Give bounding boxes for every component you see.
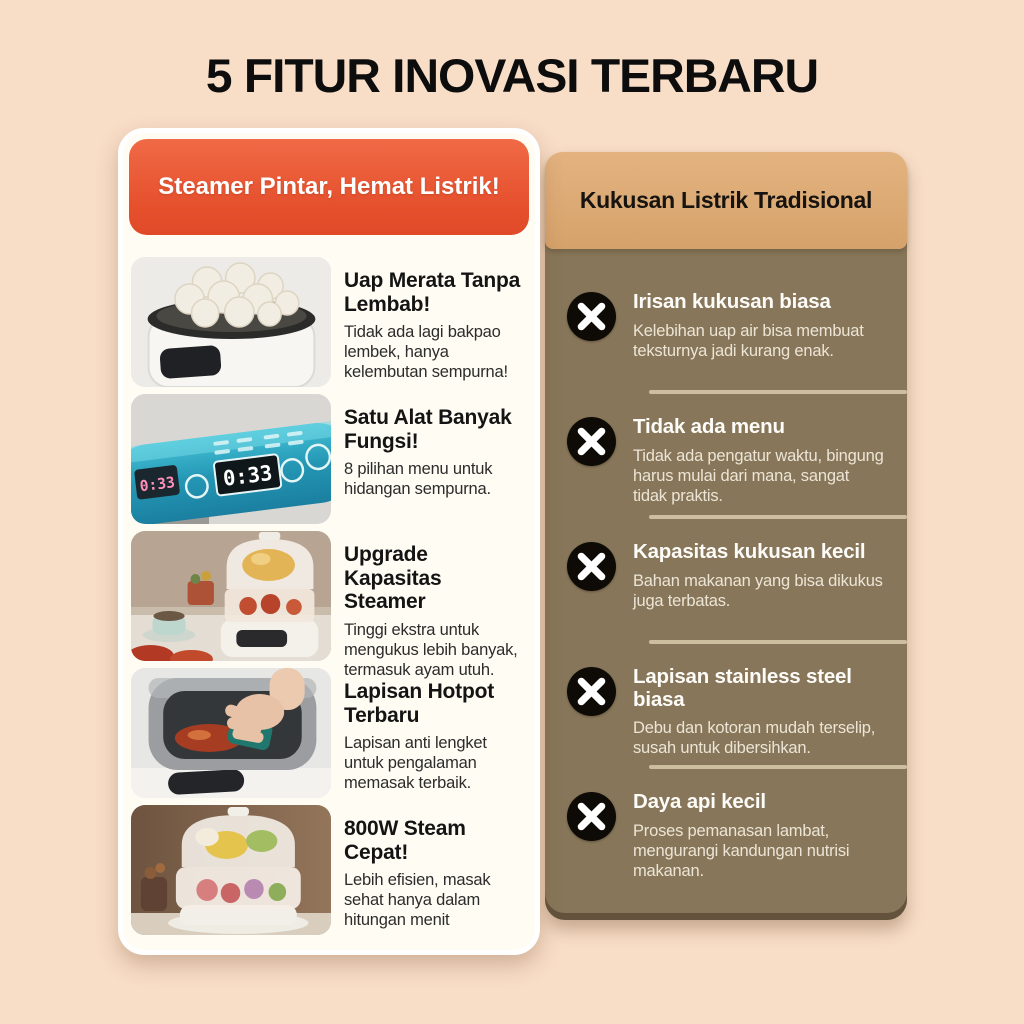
feature-title: Lapisan Hotpot Terbaru — [344, 680, 495, 727]
drawback-title: Lapisan stainless steel biasa — [633, 665, 852, 711]
feature-title: Satu Alat Banyak Fungsi! — [344, 406, 512, 453]
x-icon — [567, 542, 616, 591]
drawback-title: Irisan kukusan biasa — [633, 290, 831, 313]
drawback-title: Tidak ada menu — [633, 415, 785, 438]
feature-desc: Tidak ada lagi bakpao lembek, hanya kelembutan sempurna! — [344, 323, 508, 382]
x-icon — [567, 792, 616, 841]
drawback-desc: Kelebihan uap air bisa membuat teksturnya jadi kurang enak. — [633, 321, 864, 360]
feature-row — [131, 805, 525, 935]
feature-desc: Lebih efisien, masak sehat hanya dalam hitungan menit — [344, 871, 491, 930]
drawback-row — [567, 289, 889, 414]
x-icon — [567, 667, 616, 716]
drawback-title: Kapasitas kukusan kecil — [633, 540, 866, 563]
feature-desc: Lapisan anti lengket untuk pengalaman memasak terbaik. — [344, 734, 487, 793]
small-timer-display: 0:33 — [138, 473, 176, 496]
feature-row — [131, 668, 525, 798]
feature-row — [131, 257, 525, 387]
smart-steamer-header: Steamer Pintar, Hemat Listrik! — [129, 139, 529, 235]
smart-steamer-panel — [118, 128, 540, 955]
photo-control-panel — [131, 394, 331, 524]
traditional-steamer-header: Kukusan Listrik Tradisional — [545, 152, 907, 249]
feature-title: 800W Steam Cepat! — [344, 817, 466, 864]
drawback-desc: Proses pemanasan lambat, mengurangi kandungan nutrisi makanan. — [633, 821, 850, 880]
drawback-row — [567, 789, 889, 914]
feature-row — [131, 394, 525, 524]
page-title: 5 FITUR INOVASI TERBARU — [205, 49, 819, 102]
feature-title: Upgrade Kapasitas Steamer — [344, 543, 442, 614]
photo-steamer-bakpao — [131, 257, 331, 387]
feature-desc: Tinggi ekstra untuk mengukus lebih banyak, termasuk ayam utuh. — [344, 621, 518, 680]
feature-title: Uap Merata Tanpa Lembab! — [344, 269, 521, 316]
traditional-steamer-panel — [545, 152, 907, 920]
feature-desc: 8 pilihan menu untuk hidangan sempurna. — [344, 460, 493, 499]
photo-capacity-steamer — [131, 531, 331, 661]
drawback-title: Daya api kecil — [633, 790, 766, 813]
photo-two-tier-steamer — [131, 531, 525, 680]
drawback-row — [567, 539, 889, 664]
drawback-desc: Debu dan kotoran mudah terselip, susah untuk dibersihkan. — [633, 719, 876, 758]
photo-steamer-food — [131, 805, 331, 935]
drawback-desc: Tidak ada pengatur waktu, bingung harus mulai dari mana, sangat tidak praktis. — [633, 446, 884, 505]
drawback-row — [567, 414, 889, 539]
feature-list — [123, 235, 535, 935]
x-icon — [567, 417, 616, 466]
photo-hotpot-coating — [131, 668, 331, 798]
drawback-desc: Bahan makanan yang bisa dikukus juga terbatas. — [633, 571, 883, 610]
x-icon — [567, 292, 616, 341]
drawback-list — [545, 249, 907, 914]
drawback-row — [567, 664, 889, 789]
main-timer-display: 0:33 — [221, 460, 274, 491]
